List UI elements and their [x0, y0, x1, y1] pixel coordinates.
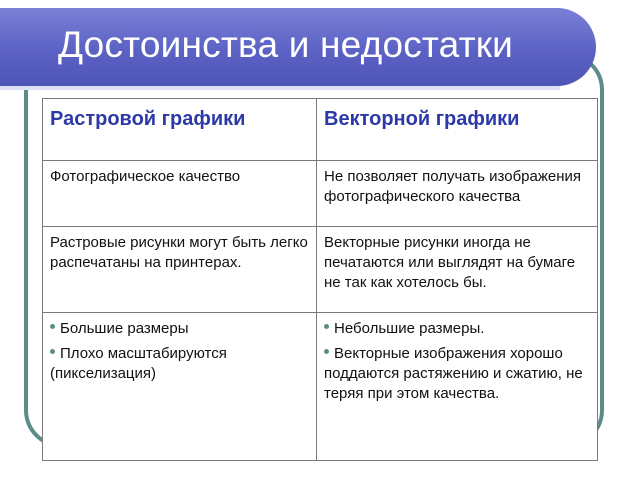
table-row	[43, 313, 598, 461]
table-header-row	[43, 99, 598, 161]
table-cell-vector: Векторные рисунки иногда не печатаются или выглядят на бумаге не так как хотелось бы.	[317, 227, 598, 313]
table-cell-vector-bullets	[317, 313, 598, 461]
table-cell-raster: Растровые рисунки могут быть легко распечатаны на принтерах.	[43, 227, 317, 313]
slide-title: Достоинства и недостатки	[58, 24, 514, 65]
bullet-text: Плохо масштабируются (пикселизация)	[50, 345, 227, 382]
bullet-list-raster	[50, 319, 309, 384]
bullet-list-vector	[324, 319, 590, 404]
bullet-text: Большие размеры	[60, 320, 189, 337]
list-item	[324, 344, 590, 404]
header-vector-graphics: Векторной графики	[317, 99, 598, 161]
bullet-dot-icon	[50, 349, 55, 354]
table-row	[43, 161, 598, 227]
header-raster-graphics: Растровой графики	[43, 99, 317, 161]
comparison-table	[42, 98, 598, 461]
table-cell-raster: Фотографическое качество	[43, 161, 317, 227]
table-cell-raster-bullets	[43, 313, 317, 461]
bullet-dot-icon	[50, 324, 55, 329]
table-cell-vector: Не позволяет получать изображения фотографического качества	[317, 161, 598, 227]
bullet-dot-icon	[324, 349, 329, 354]
list-item	[50, 344, 309, 384]
bullet-dot-icon	[324, 324, 329, 329]
list-item	[324, 319, 590, 339]
bullet-text: Небольшие размеры.	[334, 320, 485, 337]
list-item	[50, 319, 309, 339]
bullet-text: Векторные изображения хорошо поддаются растяжению и сжатию, не теряя при этом качества.	[324, 345, 583, 402]
table-row	[43, 227, 598, 313]
title-underline	[0, 86, 560, 90]
